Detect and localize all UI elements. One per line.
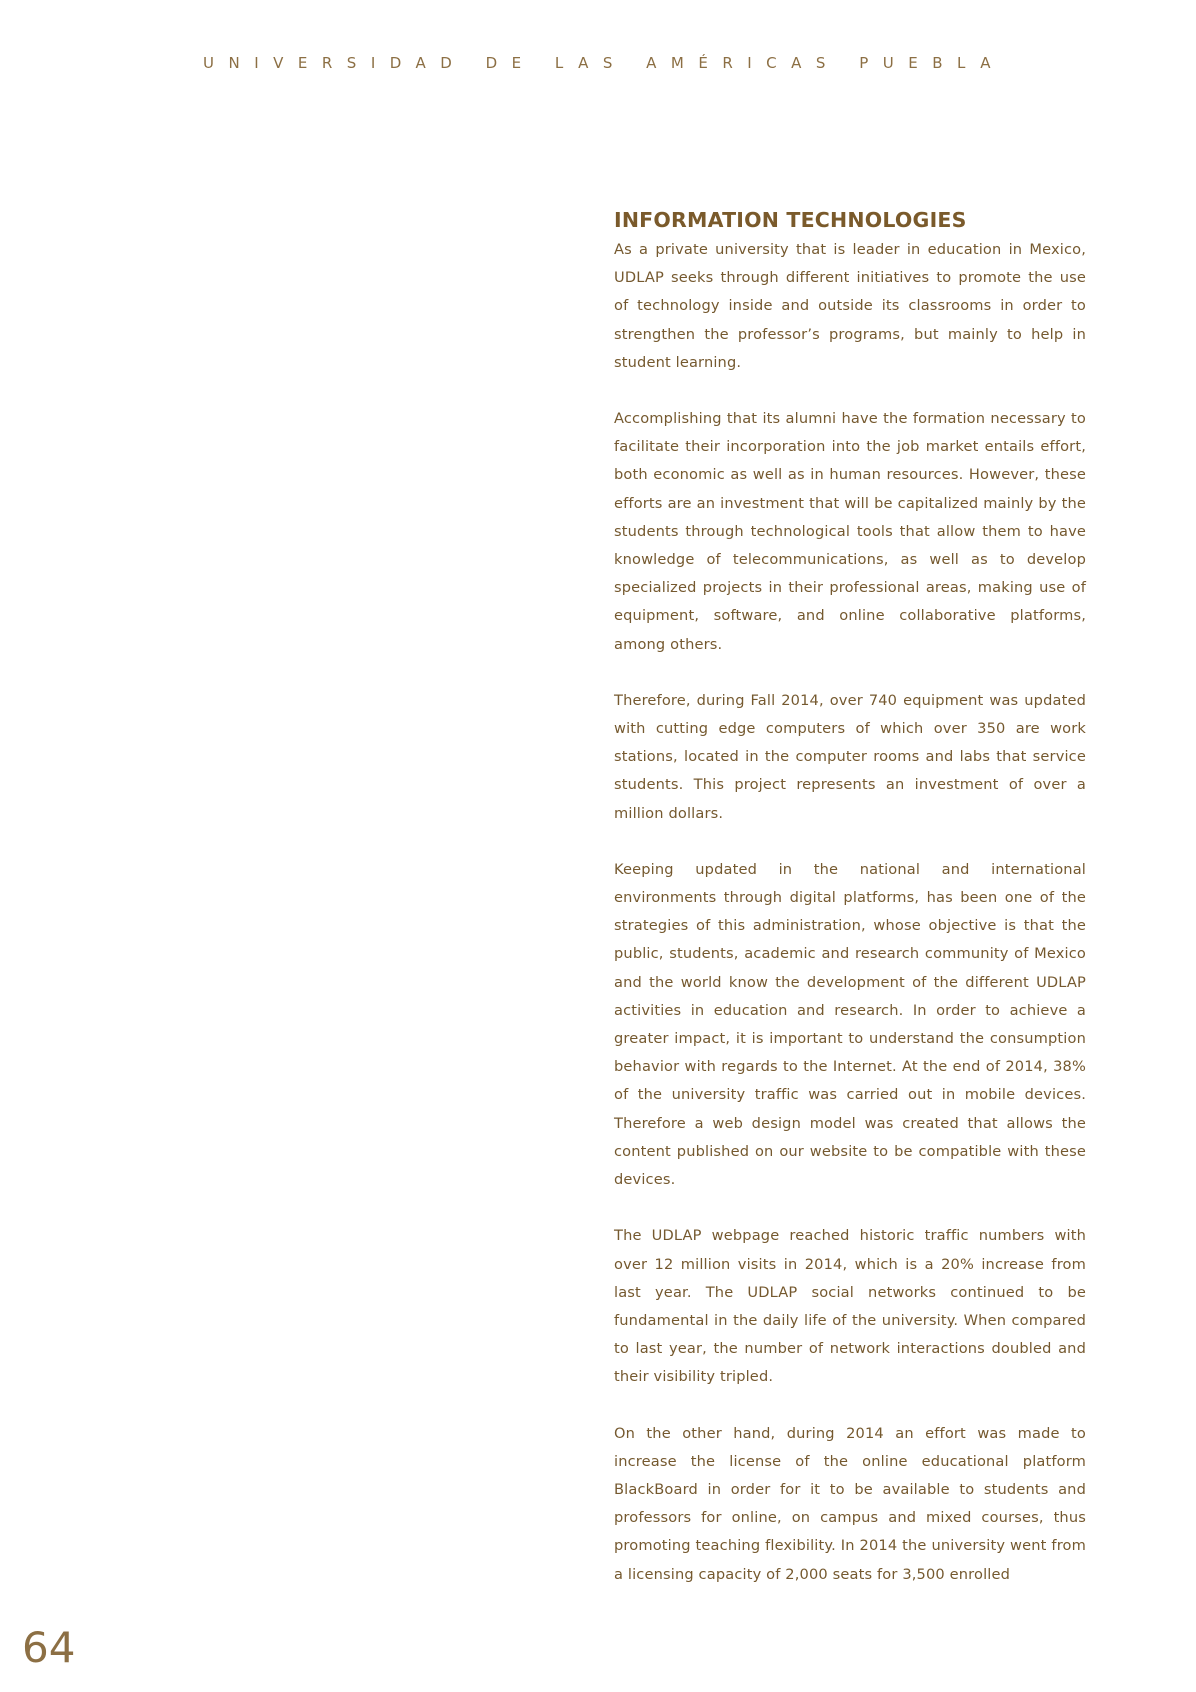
section-heading: INFORMATION TECHNOLOGIES: [614, 208, 967, 232]
running-header: UNIVERSIDAD DE LAS AMÉRICAS PUEBLA: [203, 54, 1005, 72]
paragraph: Accomplishing that its alumni have the formation necessary to facilitate their incorporation into the job market entails effort, both economic as well as in human resources. However, these efforts are an investment that will be capitalized mainly by the students through technological tools that allow them to have knowledge of telecommunications, as well as to develop specialized projects in their professional areas, making use of equipment, software, and online collaborative platforms, among others.: [614, 410, 1086, 653]
paragraph: Keeping updated in the national and international environments through digital platforms, has been one of the strategies of this administration, whose objective is that the public, students, academic and research community of Mexico and the world know the development of the different UDLAP activities in education and research. In order to achieve a greater impact, it is important to understand the consumption behavior with regards to the Internet. At the end of 2014, 38% of the university traffic was carried out in mobile devices. Therefore a web design model was created that allows the content published on our website to be compatible with these devices.: [614, 860, 1086, 1189]
main-content: [614, 206, 1086, 1617]
paragraph: As a private university that is leader in education in Mexico, UDLAP seeks through different initiatives to promote the use of technology inside and outside its classrooms in order to strengthen the professor’s programs, but mainly to help in student learning.: [614, 241, 1086, 371]
paragraph: On the other hand, during 2014 an effort was made to increase the license of the online educational platform BlackBoard in order for it to be available to students and professors for online, on campus and mixed courses, thus promoting teaching flexibility. In 2014 the university went from a licensing capacity of 2,000 seats for 3,500 enrolled: [614, 1424, 1086, 1583]
page-number: 64: [22, 1623, 76, 1672]
paragraph: The UDLAP webpage reached historic traffic numbers with over 12 million visits in 2014, which is a 20% increase from last year. The UDLAP social networks continued to be fundamental in the daily life of the university. When compared to last year, the number of network interactions doubled and their visibility tripled.: [614, 1227, 1086, 1386]
paragraph: Therefore, during Fall 2014, over 740 equipment was updated with cutting edge computers of which over 350 are work stations, located in the computer rooms and labs that service students. This project represents an investment of over a million dollars.: [614, 691, 1086, 822]
